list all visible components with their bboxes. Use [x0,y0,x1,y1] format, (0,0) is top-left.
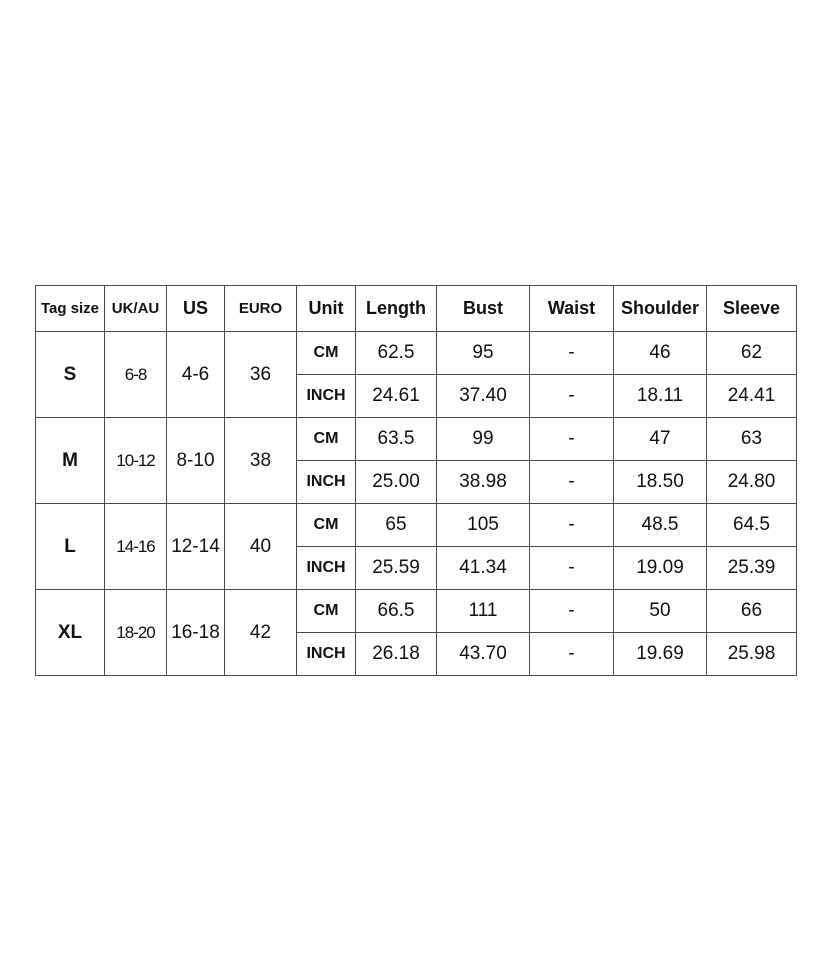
bust-cell: 95 [437,332,530,375]
waist-cell: - [530,461,614,504]
unit-cell: INCH [297,375,356,418]
header-tag-size: Tag size [36,286,105,332]
us-cell: 12-14 [167,504,225,590]
header-uk-au: UK/AU [105,286,167,332]
euro-cell: 36 [225,332,297,418]
uk-au-cell: 18-20 [105,590,167,676]
uk-au-cell: 14-16 [105,504,167,590]
shoulder-cell: 50 [614,590,707,633]
shoulder-cell: 48.5 [614,504,707,547]
header-euro: EURO [225,286,297,332]
shoulder-cell: 47 [614,418,707,461]
length-cell: 63.5 [356,418,437,461]
waist-cell: - [530,504,614,547]
us-cell: 4-6 [167,332,225,418]
waist-cell: - [530,633,614,676]
unit-cell: CM [297,590,356,633]
shoulder-cell: 19.09 [614,547,707,590]
header-length: Length [356,286,437,332]
sleeve-cell: 25.98 [707,633,797,676]
us-cell: 16-18 [167,590,225,676]
header-unit: Unit [297,286,356,332]
table-row [36,504,797,547]
shoulder-cell: 46 [614,332,707,375]
bust-cell: 41.34 [437,547,530,590]
table-row [36,590,797,633]
uk-au-cell: 10-12 [105,418,167,504]
bust-cell: 38.98 [437,461,530,504]
euro-cell: 42 [225,590,297,676]
waist-cell: - [530,418,614,461]
length-cell: 25.59 [356,547,437,590]
sleeve-cell: 62 [707,332,797,375]
unit-cell: INCH [297,461,356,504]
waist-cell: - [530,590,614,633]
euro-cell: 38 [225,418,297,504]
length-cell: 24.61 [356,375,437,418]
header-sleeve: Sleeve [707,286,797,332]
uk-au-cell: 6-8 [105,332,167,418]
unit-cell: CM [297,332,356,375]
table-row [36,332,797,375]
waist-cell: - [530,332,614,375]
euro-cell: 40 [225,504,297,590]
length-cell: 65 [356,504,437,547]
sleeve-cell: 25.39 [707,547,797,590]
shoulder-cell: 18.50 [614,461,707,504]
shoulder-cell: 18.11 [614,375,707,418]
sleeve-cell: 64.5 [707,504,797,547]
length-cell: 25.00 [356,461,437,504]
size-chart-table [35,285,797,676]
bust-cell: 105 [437,504,530,547]
shoulder-cell: 19.69 [614,633,707,676]
tag-size-cell: S [36,332,105,418]
length-cell: 26.18 [356,633,437,676]
unit-cell: CM [297,418,356,461]
tag-size-cell: L [36,504,105,590]
bust-cell: 43.70 [437,633,530,676]
length-cell: 62.5 [356,332,437,375]
header-bust: Bust [437,286,530,332]
sleeve-cell: 63 [707,418,797,461]
tag-size-cell: XL [36,590,105,676]
unit-cell: INCH [297,633,356,676]
sleeve-cell: 24.41 [707,375,797,418]
bust-cell: 37.40 [437,375,530,418]
unit-cell: INCH [297,547,356,590]
bust-cell: 111 [437,590,530,633]
header-waist: Waist [530,286,614,332]
us-cell: 8-10 [167,418,225,504]
tag-size-cell: M [36,418,105,504]
sleeve-cell: 66 [707,590,797,633]
header-us: US [167,286,225,332]
header-shoulder: Shoulder [614,286,707,332]
length-cell: 66.5 [356,590,437,633]
waist-cell: - [530,547,614,590]
waist-cell: - [530,375,614,418]
sleeve-cell: 24.80 [707,461,797,504]
bust-cell: 99 [437,418,530,461]
table-row [36,418,797,461]
header-row [36,286,797,332]
unit-cell: CM [297,504,356,547]
